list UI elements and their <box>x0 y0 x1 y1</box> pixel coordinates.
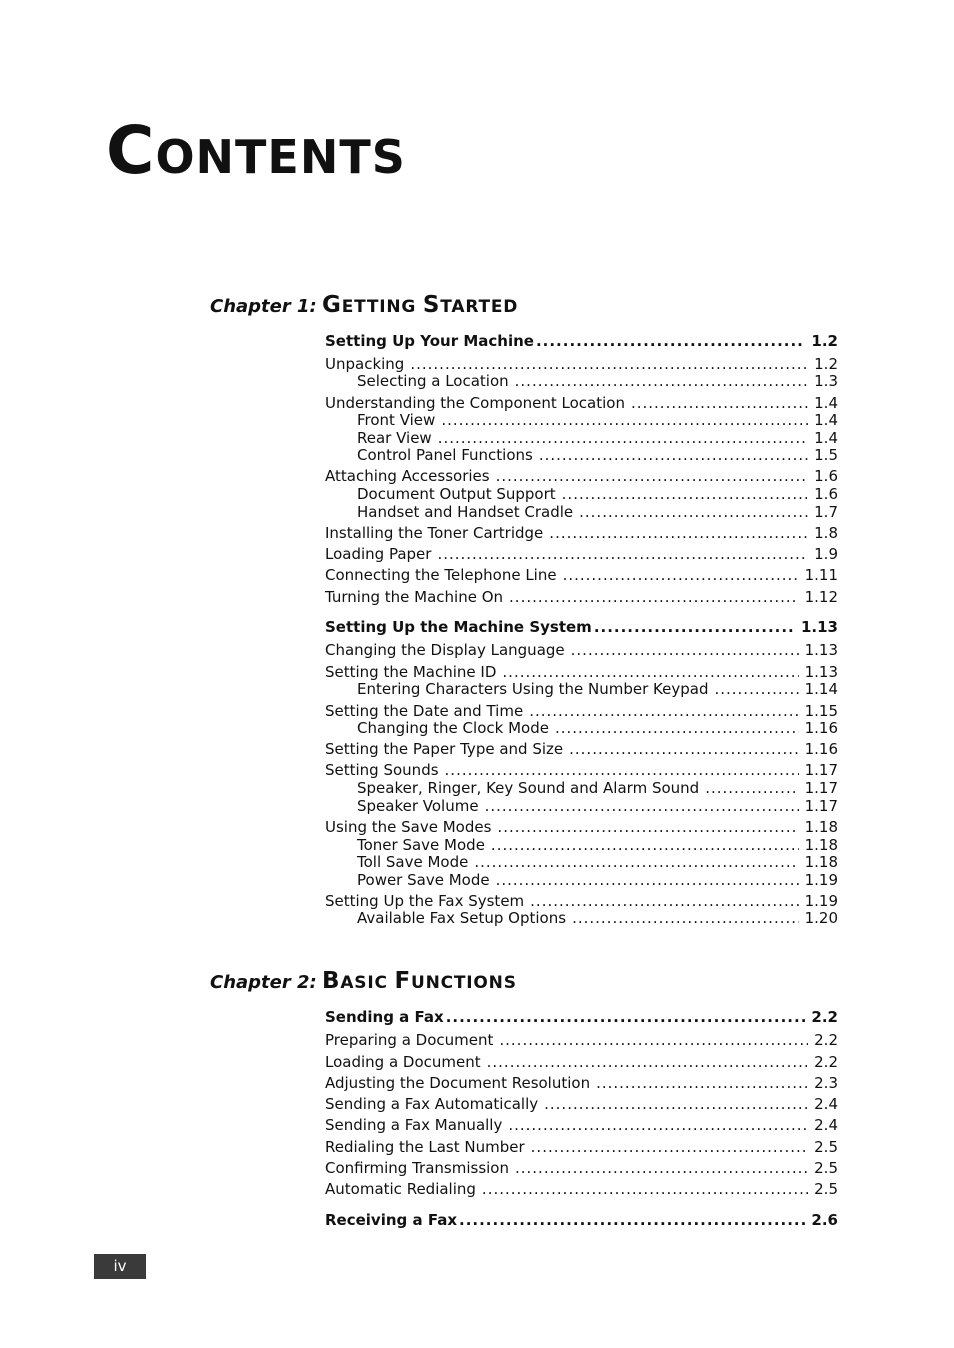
toc-entry[interactable] <box>357 372 838 390</box>
toc-entry-title: Toll Save Mode <box>357 853 469 871</box>
dot-leader <box>563 566 799 584</box>
toc-section-heading[interactable] <box>325 1211 838 1229</box>
toc-entry[interactable] <box>325 1031 838 1049</box>
toc-entry-page: 1.2 <box>814 355 838 373</box>
dot-leader <box>438 429 808 447</box>
toc-entry-page: 1.11 <box>804 566 838 584</box>
toc-entry-page: 1.16 <box>804 740 838 758</box>
toc-entry-page: 1.16 <box>804 719 838 737</box>
chapter-name: BASIC FUNCTIONS <box>322 968 517 994</box>
toc-entry[interactable] <box>357 485 838 503</box>
toc-entry-page: 1.18 <box>804 836 838 854</box>
toc-entry-title: Automatic Redialing <box>325 1180 476 1198</box>
toc-entry-page: 1.2 <box>811 332 838 350</box>
toc-entry-title: Setting the Machine ID <box>325 663 497 681</box>
dot-leader <box>502 663 798 681</box>
toc-entry[interactable] <box>357 680 838 698</box>
toc-entry[interactable] <box>357 719 838 737</box>
toc-entry-title: Adjusting the Document Resolution <box>325 1074 591 1092</box>
toc-entry-page: 2.2 <box>814 1053 838 1071</box>
toc-entry[interactable] <box>357 429 838 447</box>
toc-entry-title: Using the Save Modes <box>325 818 492 836</box>
toc-entry-page: 1.3 <box>814 372 838 390</box>
toc-entry-page: 1.14 <box>804 680 838 698</box>
toc-entry-page: 1.13 <box>804 663 838 681</box>
toc-entry-title: Changing the Display Language <box>325 641 565 659</box>
toc-entry-title: Rear View <box>357 429 432 447</box>
toc-entry-title: Document Output Support <box>357 485 556 503</box>
chapter-label: Chapter 2: <box>210 972 317 993</box>
toc-entry-title: Sending a Fax <box>325 1008 444 1026</box>
dot-leader <box>562 485 808 503</box>
toc-entry-title: Redialing the Last Number <box>325 1138 525 1156</box>
toc-entry[interactable] <box>357 909 838 927</box>
toc-entry-title: Connecting the Telephone Line <box>325 566 557 584</box>
dot-leader <box>515 1159 808 1177</box>
toc-entry-page: 1.4 <box>814 394 838 412</box>
dot-leader <box>437 545 808 563</box>
toc-entry-page: 1.9 <box>814 545 838 563</box>
page-title <box>106 112 406 189</box>
dot-leader <box>459 1211 805 1229</box>
toc-entry-title: Confirming Transmission <box>325 1159 509 1177</box>
dot-leader <box>594 618 795 636</box>
toc-entry[interactable] <box>357 853 838 871</box>
toc-entry[interactable] <box>357 779 838 797</box>
toc-entry-page: 1.17 <box>804 761 838 779</box>
toc-entry-page: 2.2 <box>811 1008 838 1026</box>
toc-entry-page: 1.20 <box>804 909 838 927</box>
toc-entry-title: Setting Sounds <box>325 761 439 779</box>
toc-entry[interactable] <box>325 524 838 542</box>
toc-entry-page: 1.17 <box>804 797 838 815</box>
toc-entry-title: Toner Save Mode <box>357 836 485 854</box>
toc-entry-title: Changing the Clock Mode <box>357 719 549 737</box>
toc-entry-page: 1.4 <box>814 429 838 447</box>
toc-entry[interactable] <box>357 797 838 815</box>
toc-entry[interactable] <box>357 836 838 854</box>
toc-entry-page: 1.4 <box>814 411 838 429</box>
toc-entry-page: 2.2 <box>814 1031 838 1049</box>
toc-entry[interactable] <box>357 503 838 521</box>
toc-entry-title: Setting the Date and Time <box>325 702 524 720</box>
toc-entry-title: Setting the Paper Type and Size <box>325 740 564 758</box>
toc-entry[interactable] <box>325 1095 838 1113</box>
toc-entry-title: Power Save Mode <box>357 871 490 889</box>
toc-entry[interactable] <box>325 892 838 910</box>
toc-section-heading[interactable] <box>325 618 838 636</box>
toc-entry[interactable] <box>325 1074 838 1092</box>
dot-leader <box>529 702 798 720</box>
toc-entry-title: Setting Up the Machine System <box>325 618 592 636</box>
toc-entry-title: Attaching Accessories <box>325 467 490 485</box>
page-number-badge: iv <box>94 1254 146 1279</box>
toc-entry-title: Speaker, Ringer, Key Sound and Alarm Sound <box>357 779 700 797</box>
toc-entry[interactable] <box>325 566 838 584</box>
toc-entry-page: 2.4 <box>814 1095 838 1113</box>
toc-entry-page: 1.6 <box>814 485 838 503</box>
toc-entry-title: Handset and Handset Cradle <box>357 503 574 521</box>
dot-leader <box>555 719 799 737</box>
dot-leader <box>571 641 799 659</box>
toc-entry-page: 1.18 <box>804 853 838 871</box>
toc-entry-title: Entering Characters Using the Number Keypad <box>357 680 709 698</box>
toc-entry[interactable] <box>325 1138 838 1156</box>
dot-leader <box>485 797 799 815</box>
toc-entry-page: 2.5 <box>814 1138 838 1156</box>
toc-entry-title: Setting Up Your Machine <box>325 332 534 350</box>
toc-entry-title: Receiving a Fax <box>325 1211 457 1229</box>
toc-section-heading[interactable] <box>325 1008 838 1026</box>
toc-entry-title: Front View <box>357 411 436 429</box>
toc-entry-page: 1.13 <box>804 641 838 659</box>
toc-entry-title: Turning the Machine On <box>325 588 504 606</box>
dot-leader <box>569 740 798 758</box>
dot-leader <box>714 680 798 698</box>
dot-leader <box>499 1031 808 1049</box>
toc-entry-title: Setting Up the Fax System <box>325 892 525 910</box>
toc-entry-title: Unpacking <box>325 355 405 373</box>
dot-leader <box>596 1074 808 1092</box>
toc-entry-title: Sending a Fax Manually <box>325 1116 503 1134</box>
dot-leader <box>539 446 808 464</box>
dot-leader <box>631 394 808 412</box>
toc-entry[interactable] <box>325 641 838 659</box>
toc-entry-page: 1.6 <box>814 467 838 485</box>
dot-leader <box>549 524 808 542</box>
dot-leader <box>705 779 798 797</box>
toc-entry-page: 2.4 <box>814 1116 838 1134</box>
dot-leader <box>531 1138 808 1156</box>
toc-entry-page: 1.15 <box>804 702 838 720</box>
dot-leader <box>446 1008 806 1026</box>
dot-leader <box>410 355 808 373</box>
toc-entry[interactable] <box>325 545 838 563</box>
toc-entry[interactable] <box>357 871 838 889</box>
dot-leader <box>572 909 799 927</box>
page-title-initial: C <box>106 112 156 189</box>
toc-entry[interactable] <box>325 588 838 606</box>
toc-entry-page: 1.13 <box>800 618 838 636</box>
toc-entry[interactable] <box>325 1053 838 1071</box>
dot-leader <box>515 372 809 390</box>
toc-entry[interactable] <box>325 355 838 373</box>
dot-leader <box>536 332 805 350</box>
dot-leader <box>474 853 798 871</box>
toc-entry-title: Loading Paper <box>325 545 432 563</box>
toc-entry[interactable] <box>325 1116 838 1134</box>
toc-entry-title: Installing the Toner Cartridge <box>325 524 544 542</box>
chapter-1-heading <box>210 287 838 321</box>
toc-entry-title: Preparing a Document <box>325 1031 494 1049</box>
toc-entry-page: 1.5 <box>814 446 838 464</box>
toc-section-heading[interactable] <box>325 332 838 350</box>
toc-entry-title: Available Fax Setup Options <box>357 909 567 927</box>
dot-leader <box>496 871 799 889</box>
chapter-name: GETTING STARTED <box>322 292 519 318</box>
dot-leader <box>487 1053 809 1071</box>
toc-entry-title: Selecting a Location <box>357 372 509 390</box>
toc-entry-title: Sending a Fax Automatically <box>325 1095 539 1113</box>
dot-leader <box>544 1095 808 1113</box>
toc-entry-page: 2.3 <box>814 1074 838 1092</box>
dot-leader <box>441 411 808 429</box>
dot-leader <box>579 503 808 521</box>
toc-entry[interactable] <box>325 663 838 681</box>
toc-entry-page: 2.6 <box>811 1211 838 1229</box>
chapter-2-heading <box>210 963 838 997</box>
toc-entry-title: Speaker Volume <box>357 797 479 815</box>
toc-entry-page: 2.5 <box>814 1159 838 1177</box>
toc-entry-page: 1.19 <box>804 892 838 910</box>
chapter-label: Chapter 1: <box>210 296 317 317</box>
page-title-rest: ONTENTS <box>155 130 406 184</box>
toc-entry-page: 1.19 <box>804 871 838 889</box>
dot-leader <box>445 761 799 779</box>
toc-entry[interactable] <box>357 446 838 464</box>
toc-entry[interactable] <box>357 411 838 429</box>
dot-leader <box>482 1180 808 1198</box>
toc-entry-page: 1.17 <box>804 779 838 797</box>
toc-entry[interactable] <box>325 761 838 779</box>
toc-entry-title: Loading a Document <box>325 1053 481 1071</box>
toc-entry[interactable] <box>325 702 838 720</box>
toc-entry[interactable] <box>325 1180 838 1198</box>
toc-entry[interactable] <box>325 1159 838 1177</box>
dot-leader <box>497 818 798 836</box>
toc-entry[interactable] <box>325 740 838 758</box>
toc-entry-page: 1.18 <box>804 818 838 836</box>
toc-entry-title: Control Panel Functions <box>357 446 533 464</box>
toc-entry[interactable] <box>325 394 838 412</box>
toc-entry-page: 2.5 <box>814 1180 838 1198</box>
toc-entry-page: 1.12 <box>804 588 838 606</box>
dot-leader <box>491 836 799 854</box>
dot-leader <box>508 1116 808 1134</box>
toc-entry-page: 1.7 <box>814 503 838 521</box>
dot-leader <box>530 892 798 910</box>
dot-leader <box>496 467 809 485</box>
toc-entry[interactable] <box>325 467 838 485</box>
toc-entry[interactable] <box>325 818 838 836</box>
dot-leader <box>509 588 799 606</box>
toc-entry-page: 1.8 <box>814 524 838 542</box>
toc-entry-title: Understanding the Component Location <box>325 394 625 412</box>
